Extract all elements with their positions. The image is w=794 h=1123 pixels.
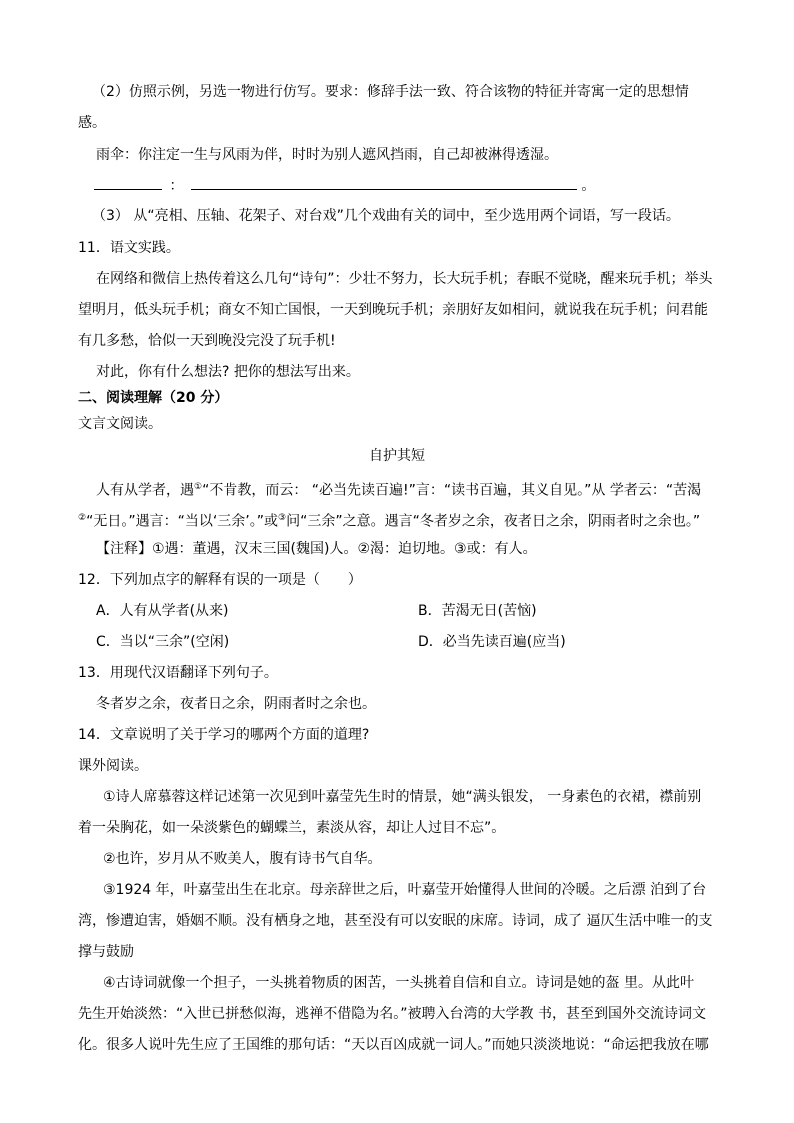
section-2-title: 二、阅读理解（20 分） [78, 390, 229, 406]
passage-line2 [78, 508, 700, 532]
reading-para1-line1: ①诗人席慕蓉这样记述第一次见到叶嘉莹先生时的情景，她“满头银发， 一身素色的衣裙，襟前别 [103, 789, 702, 805]
q10-2-answer-line [94, 175, 595, 196]
passage-line2-a: “无日。”遇言：“当以‘三余’。”或 [86, 513, 278, 530]
q10-2-example: 雨伞：你注定一生与风雨为伴，时时为别人遮风挡雨，自己却被淋得透湿。 [96, 147, 558, 163]
answer-colon: ： [169, 178, 184, 194]
q13-sentence: 冬者岁之余，夜者日之余，阴雨者时之余也。 [96, 696, 376, 712]
annotation: 【注释】①遇：董遇，汉末三国(魏国)人。②渴：迫切地。③或：有人。 [96, 541, 537, 557]
reading-para3-line2: 湾，惨遭迫害，婚姻不顺。没有栖身之地，甚至没有可以安眠的床席。诗词，成了 逼仄生活中唯一的支 [78, 913, 713, 929]
reading-para4-line2: 先生开始淡然：“入世已拼愁似海，逃禅不借隐为名。”被聘入台湾的大学教 书，甚至到国外交流诗词文 [78, 1006, 706, 1022]
footnote-mark-3: ③ [278, 513, 287, 523]
extracurricular-reading-label: 课外阅读。 [78, 758, 148, 774]
q12-option-b[interactable]: B．苦渴无日(苦恼) [418, 603, 537, 619]
passage-line2-b: 问“三余”之意。遇言“冬者岁之余，夜者日之余，阴雨者时之余也。” [286, 513, 701, 530]
passage-line1-a: 人有从学者，遇 [96, 482, 194, 499]
classical-reading-label: 文言文阅读。 [78, 416, 162, 432]
q10-3: （3） 从“亮相、压轴、花架子、对台戏”几个戏曲有关的词中，至少选用两个词语，写一段话。 [92, 208, 680, 224]
answer-period: 。 [581, 178, 596, 194]
q14-stem: 14．文章说明了关于学习的哪两个方面的道理? [78, 727, 370, 743]
q11-paragraph-line2: 望明月，低头玩手机；商女不知亡国恨，一天到晚玩手机；亲朋好友如相问，就说我在玩手机；问君能 [78, 302, 708, 318]
q12-stem: 12．下列加点字的解释有误的一项是（ ） [78, 572, 362, 588]
q10-2-instruction: （2）仿照示例，另选一物进行仿写。要求：修辞手法一致、符合该物的特征并寄寓一定的思想情 [92, 84, 689, 100]
reading-para2: ②也许，岁月从不败美人，腹有诗书气自华。 [103, 851, 382, 867]
q11-paragraph-line3: 有几多愁，恰似一天到晚没完没了玩手机! [78, 333, 336, 349]
footnote-mark-2: ② [78, 513, 87, 523]
reading-para4-line1: ④古诗词就像一个担子，一头挑着物质的困苦，一头挑着自信和自立。诗词是她的盔 里。从此叶 [103, 975, 694, 991]
q11-title: 11．语文实践。 [78, 240, 180, 256]
reading-para3-line3: 撑与鼓励 [78, 944, 134, 960]
answer-blank-sentence[interactable] [191, 175, 577, 190]
q12-option-a[interactable]: A．人有从学者(从来) [96, 603, 229, 619]
passage-line1-b: “不肯教，而云： “必当先读百遍!”言：“读书百遍，其义自见。”从 学者云：“苦渴 [202, 482, 702, 499]
q11-paragraph-line1: 在网络和微信上热传着这么几句“诗句”：少壮不努力，长大玩手机；春眠不觉晓，醒来玩手机；举头 [96, 271, 713, 287]
footnote-mark-1: ① [194, 482, 203, 492]
q10-2-instruction-cont: 感。 [78, 115, 106, 131]
passage-line1 [96, 477, 701, 501]
q13-stem: 13．用现代汉语翻译下列句子。 [78, 665, 278, 681]
reading-para1-line2: 着一朵胸花，如一朵淡紫色的蝴蝶兰，素淡从容，却让人过目不忘”。 [78, 820, 506, 836]
q11-prompt: 对此，你有什么想法? 把你的想法写出来。 [96, 364, 360, 380]
answer-blank-object[interactable] [94, 175, 162, 190]
passage-title: 自护其短 [369, 448, 425, 464]
q12-option-d[interactable]: D．必当先读百遍(应当) [418, 634, 566, 650]
reading-para4-line3: 化。很多人说叶先生应了王国维的那句话：“天以百凶成就一词人。”而她只淡淡地说：“命运把我放在哪 [78, 1037, 709, 1053]
q12-option-c[interactable]: C．当以“三余”(空闲) [96, 634, 230, 650]
reading-para3-line1: ③1924 年，叶嘉莹出生在北京。母亲辞世之后，叶嘉莹开始懂得人世间的冷暖。之后漂 泊到了台 [103, 882, 707, 898]
